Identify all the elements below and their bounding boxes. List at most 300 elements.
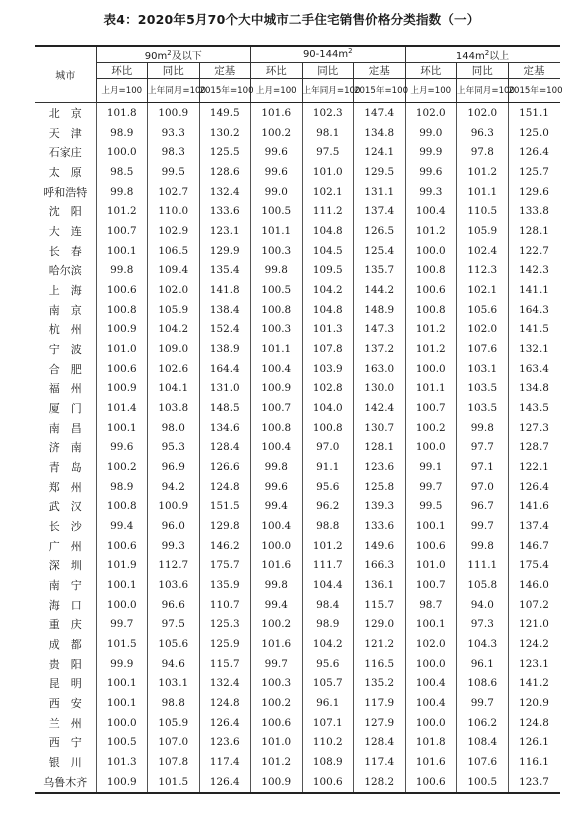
city-name: 大 连 <box>48 224 82 238</box>
index-value: 141.6 <box>508 496 560 516</box>
index-value: 96.1 <box>457 654 509 674</box>
index-value: 110.2 <box>302 733 354 753</box>
index-value: 142.3 <box>508 260 560 280</box>
base-mom: 上月=100 <box>96 79 148 103</box>
index-value: 99.7 <box>251 654 303 674</box>
index-value: 139.3 <box>354 496 406 516</box>
index-value: 101.5 <box>148 772 200 793</box>
index-value: 164.3 <box>508 300 560 320</box>
index-value: 99.0 <box>251 182 303 202</box>
index-value: 107.8 <box>302 339 354 359</box>
base-mom: 上月=100 <box>251 79 303 103</box>
index-value: 126.1 <box>508 733 560 753</box>
base-yoy: 上年同月=100 <box>302 79 354 103</box>
index-value: 103.1 <box>457 359 509 379</box>
city-name: 太 原 <box>48 165 82 179</box>
city-name: 合 肥 <box>48 362 82 376</box>
table-row <box>35 614 560 634</box>
index-value: 100.4 <box>405 673 457 693</box>
index-value: 100.0 <box>405 713 457 733</box>
index-value: 104.4 <box>302 575 354 595</box>
table-row <box>35 300 560 320</box>
index-value: 166.3 <box>354 555 406 575</box>
index-value: 100.2 <box>405 418 457 438</box>
index-value: 100.1 <box>96 575 148 595</box>
table-row <box>35 103 560 123</box>
index-value: 100.7 <box>405 575 457 595</box>
table-row <box>35 496 560 516</box>
index-value: 125.4 <box>354 241 406 261</box>
index-value: 133.6 <box>199 201 251 221</box>
subheader-yoy: 同比 <box>148 63 200 79</box>
index-value: 98.0 <box>148 418 200 438</box>
index-value: 100.8 <box>251 300 303 320</box>
table-row <box>35 772 560 793</box>
index-value: 133.8 <box>508 201 560 221</box>
index-value: 102.7 <box>148 182 200 202</box>
index-value: 99.7 <box>457 693 509 713</box>
index-value: 141.8 <box>199 280 251 300</box>
index-value: 99.0 <box>405 123 457 143</box>
index-value: 102.3 <box>302 103 354 123</box>
city-name: 成 都 <box>48 637 82 651</box>
index-value: 122.7 <box>508 241 560 261</box>
index-value: 97.0 <box>457 477 509 497</box>
city-name: 南 宁 <box>48 578 82 592</box>
index-value: 104.8 <box>302 300 354 320</box>
index-value: 115.7 <box>199 654 251 674</box>
table-row <box>35 260 560 280</box>
index-value: 100.4 <box>405 201 457 221</box>
index-value: 102.6 <box>148 359 200 379</box>
index-value: 99.6 <box>251 142 303 162</box>
index-value: 132.4 <box>199 673 251 693</box>
index-value: 135.7 <box>354 260 406 280</box>
index-value: 102.0 <box>148 280 200 300</box>
index-value: 99.8 <box>96 260 148 280</box>
index-value: 102.0 <box>405 634 457 654</box>
index-value: 102.9 <box>148 221 200 241</box>
index-value: 148.5 <box>199 398 251 418</box>
index-value: 101.6 <box>405 752 457 772</box>
index-value: 101.3 <box>96 752 148 772</box>
index-value: 121.2 <box>354 634 406 654</box>
index-value: 98.5 <box>96 162 148 182</box>
index-value: 125.9 <box>199 634 251 654</box>
index-value: 100.0 <box>405 654 457 674</box>
index-value: 101.6 <box>251 634 303 654</box>
index-value: 99.8 <box>251 457 303 477</box>
index-value: 100.9 <box>96 772 148 793</box>
index-value: 102.4 <box>457 241 509 261</box>
index-value: 100.0 <box>405 359 457 379</box>
index-value: 101.5 <box>96 634 148 654</box>
index-value: 127.3 <box>508 418 560 438</box>
index-value: 125.8 <box>354 477 406 497</box>
index-value: 110.5 <box>457 201 509 221</box>
index-value: 104.5 <box>302 241 354 261</box>
city-name: 西 安 <box>48 696 82 710</box>
index-value: 100.1 <box>405 516 457 536</box>
price-index-table <box>35 45 563 794</box>
table-row <box>35 516 560 536</box>
index-value: 135.2 <box>354 673 406 693</box>
index-value: 100.0 <box>96 142 148 162</box>
index-value: 100.8 <box>405 300 457 320</box>
index-value: 129.5 <box>354 162 406 182</box>
index-value: 107.6 <box>457 339 509 359</box>
subheader-mom: 环比 <box>96 63 148 79</box>
index-value: 105.9 <box>457 221 509 241</box>
index-value: 100.2 <box>96 457 148 477</box>
index-value: 120.9 <box>508 693 560 713</box>
index-value: 100.6 <box>302 772 354 793</box>
index-value: 105.7 <box>302 673 354 693</box>
index-value: 141.5 <box>508 319 560 339</box>
index-value: 100.2 <box>251 693 303 713</box>
index-value: 102.0 <box>405 103 457 123</box>
index-value: 100.0 <box>96 713 148 733</box>
index-value: 99.8 <box>251 260 303 280</box>
table-row <box>35 280 560 300</box>
index-value: 101.2 <box>457 162 509 182</box>
index-value: 102.1 <box>302 182 354 202</box>
table-row <box>35 654 560 674</box>
index-value: 99.7 <box>96 614 148 634</box>
city-name: 兰 州 <box>48 716 82 730</box>
index-value: 129.8 <box>199 516 251 536</box>
subheader-base: 定基 <box>354 63 406 79</box>
index-value: 112.7 <box>148 555 200 575</box>
table-row <box>35 182 560 202</box>
index-value: 151.5 <box>199 496 251 516</box>
index-value: 100.8 <box>302 418 354 438</box>
index-value: 104.1 <box>148 378 200 398</box>
index-value: 99.7 <box>405 477 457 497</box>
index-value: 128.1 <box>354 437 406 457</box>
index-value: 132.4 <box>199 182 251 202</box>
index-value: 112.3 <box>457 260 509 280</box>
index-value: 104.3 <box>457 634 509 654</box>
index-value: 99.8 <box>457 536 509 556</box>
index-value: 96.1 <box>302 693 354 713</box>
city-name: 深 圳 <box>48 559 82 573</box>
index-value: 99.6 <box>251 162 303 182</box>
index-value: 98.9 <box>96 477 148 497</box>
index-value: 146.7 <box>508 536 560 556</box>
index-value: 137.4 <box>508 516 560 536</box>
index-value: 109.0 <box>148 339 200 359</box>
index-value: 104.8 <box>302 221 354 241</box>
city-name: 贵 阳 <box>48 657 82 671</box>
city-name: 宁 波 <box>48 342 82 356</box>
index-value: 97.0 <box>302 437 354 457</box>
index-value: 123.6 <box>199 733 251 753</box>
subheader-base: 定基 <box>199 63 251 79</box>
index-value: 106.5 <box>148 241 200 261</box>
index-value: 99.8 <box>457 418 509 438</box>
index-value: 100.9 <box>148 103 200 123</box>
index-value: 96.6 <box>148 595 200 615</box>
city-name: 西 宁 <box>48 736 82 750</box>
index-value: 99.8 <box>96 182 148 202</box>
index-value: 126.4 <box>508 477 560 497</box>
index-value: 100.6 <box>405 772 457 793</box>
city-name: 乌鲁木齐 <box>35 772 96 793</box>
index-value: 101.6 <box>251 103 303 123</box>
index-value: 103.1 <box>148 673 200 693</box>
index-value: 110.0 <box>148 201 200 221</box>
city-name: 广 州 <box>48 539 82 553</box>
index-value: 102.8 <box>302 378 354 398</box>
table-row <box>35 673 560 693</box>
table-row <box>35 418 560 438</box>
index-value: 142.4 <box>354 398 406 418</box>
index-value: 99.9 <box>405 142 457 162</box>
index-value: 133.6 <box>354 516 406 536</box>
index-value: 100.1 <box>96 241 148 261</box>
index-value: 100.6 <box>96 359 148 379</box>
index-value: 100.6 <box>96 280 148 300</box>
index-value: 129.0 <box>354 614 406 634</box>
index-value: 175.4 <box>508 555 560 575</box>
index-value: 100.9 <box>148 496 200 516</box>
index-value: 130.2 <box>199 123 251 143</box>
index-value: 107.2 <box>508 595 560 615</box>
city-name: 北 京 <box>48 106 82 120</box>
index-value: 125.7 <box>508 162 560 182</box>
index-value: 163.4 <box>508 359 560 379</box>
index-value: 107.1 <box>302 713 354 733</box>
index-value: 141.2 <box>508 673 560 693</box>
index-value: 98.4 <box>302 595 354 615</box>
index-value: 99.6 <box>405 162 457 182</box>
city-name: 青 岛 <box>48 460 82 474</box>
index-value: 101.0 <box>251 733 303 753</box>
index-value: 135.4 <box>199 260 251 280</box>
index-value: 96.7 <box>457 496 509 516</box>
index-value: 99.7 <box>457 516 509 536</box>
index-value: 102.0 <box>457 319 509 339</box>
index-value: 100.7 <box>405 398 457 418</box>
index-value: 127.9 <box>354 713 406 733</box>
index-value: 134.8 <box>354 123 406 143</box>
index-value: 100.5 <box>457 772 509 793</box>
index-value: 126.4 <box>508 142 560 162</box>
index-value: 100.8 <box>96 496 148 516</box>
index-value: 103.9 <box>302 359 354 379</box>
city-name: 哈尔滨 <box>48 264 82 278</box>
index-value: 152.4 <box>199 319 251 339</box>
index-value: 98.9 <box>96 123 148 143</box>
index-value: 103.5 <box>457 378 509 398</box>
index-value: 98.8 <box>148 693 200 713</box>
index-value: 107.8 <box>148 752 200 772</box>
index-value: 101.1 <box>251 339 303 359</box>
base-2015: 2015年=100 <box>508 79 560 103</box>
index-value: 108.6 <box>457 673 509 693</box>
index-value: 98.9 <box>302 614 354 634</box>
index-value: 99.9 <box>96 654 148 674</box>
index-value: 101.0 <box>302 162 354 182</box>
city-name: 沈 阳 <box>48 205 82 219</box>
index-value: 105.9 <box>148 300 200 320</box>
index-value: 124.8 <box>508 713 560 733</box>
table-row <box>35 378 560 398</box>
index-value: 99.5 <box>148 162 200 182</box>
table-row <box>35 359 560 379</box>
index-value: 123.6 <box>354 457 406 477</box>
index-value: 108.4 <box>457 733 509 753</box>
base-yoy: 上年同月=100 <box>148 79 200 103</box>
city-name: 石家庄 <box>48 146 82 160</box>
index-value: 143.5 <box>508 398 560 418</box>
city-name: 上 海 <box>48 283 82 297</box>
index-value: 111.1 <box>457 555 509 575</box>
index-value: 101.8 <box>96 103 148 123</box>
city-name: 厦 门 <box>48 401 82 415</box>
index-value: 101.1 <box>405 378 457 398</box>
index-value: 131.0 <box>199 378 251 398</box>
index-value: 100.1 <box>405 614 457 634</box>
table-row <box>35 457 560 477</box>
index-value: 101.2 <box>251 752 303 772</box>
index-value: 99.1 <box>405 457 457 477</box>
index-value: 96.9 <box>148 457 200 477</box>
index-value: 146.2 <box>199 536 251 556</box>
index-value: 163.0 <box>354 359 406 379</box>
index-value: 128.7 <box>508 437 560 457</box>
table-row <box>35 733 560 753</box>
index-value: 109.5 <box>302 260 354 280</box>
index-value: 138.4 <box>199 300 251 320</box>
index-value: 106.2 <box>457 713 509 733</box>
subheader-yoy: 同比 <box>457 63 509 79</box>
index-value: 104.2 <box>302 280 354 300</box>
index-value: 97.1 <box>457 457 509 477</box>
city-column-header: 城市 <box>35 46 96 103</box>
index-value: 102.1 <box>457 280 509 300</box>
index-value: 99.5 <box>405 496 457 516</box>
city-name: 重 庆 <box>48 618 82 632</box>
index-value: 117.9 <box>354 693 406 713</box>
index-value: 148.9 <box>354 300 406 320</box>
table-row <box>35 693 560 713</box>
index-value: 100.7 <box>96 221 148 241</box>
index-value: 135.9 <box>199 575 251 595</box>
table-row <box>35 437 560 457</box>
index-value: 99.6 <box>96 437 148 457</box>
index-value: 100.0 <box>96 595 148 615</box>
index-value: 98.8 <box>302 516 354 536</box>
index-value: 128.2 <box>354 772 406 793</box>
index-value: 95.6 <box>302 477 354 497</box>
index-value: 101.2 <box>96 201 148 221</box>
index-value: 95.6 <box>302 654 354 674</box>
index-value: 146.0 <box>508 575 560 595</box>
index-value: 101.3 <box>302 319 354 339</box>
index-value: 100.8 <box>251 418 303 438</box>
index-value: 147.3 <box>354 319 406 339</box>
index-value: 128.6 <box>199 162 251 182</box>
index-value: 126.4 <box>199 772 251 793</box>
index-value: 101.8 <box>405 733 457 753</box>
index-value: 95.3 <box>148 437 200 457</box>
subheader-yoy: 同比 <box>302 63 354 79</box>
index-value: 91.1 <box>302 457 354 477</box>
index-value: 100.6 <box>96 536 148 556</box>
table-row <box>35 319 560 339</box>
index-value: 130.0 <box>354 378 406 398</box>
index-value: 126.6 <box>199 457 251 477</box>
index-value: 137.2 <box>354 339 406 359</box>
index-value: 100.1 <box>96 418 148 438</box>
table-row <box>35 221 560 241</box>
base-mom: 上月=100 <box>405 79 457 103</box>
index-value: 126.5 <box>354 221 406 241</box>
index-value: 100.3 <box>251 319 303 339</box>
index-value: 134.6 <box>199 418 251 438</box>
index-value: 101.1 <box>457 182 509 202</box>
table-title: 表4：2020年5月70个大中城市二手住宅销售价格分类指数（一） <box>103 12 480 27</box>
table-row <box>35 162 560 182</box>
city-name: 济 南 <box>48 441 82 455</box>
index-value: 99.6 <box>251 477 303 497</box>
index-value: 111.2 <box>302 201 354 221</box>
index-value: 99.4 <box>251 496 303 516</box>
index-value: 128.1 <box>508 221 560 241</box>
index-value: 100.5 <box>251 280 303 300</box>
index-value: 97.3 <box>457 614 509 634</box>
index-value: 116.1 <box>508 752 560 772</box>
city-name: 海 口 <box>48 598 82 612</box>
index-value: 101.0 <box>96 339 148 359</box>
index-value: 138.9 <box>199 339 251 359</box>
index-value: 110.7 <box>199 595 251 615</box>
index-value: 101.2 <box>405 319 457 339</box>
index-value: 98.3 <box>148 142 200 162</box>
subheader-mom: 环比 <box>405 63 457 79</box>
city-name: 长 沙 <box>48 519 82 533</box>
table-row <box>35 241 560 261</box>
index-value: 141.1 <box>508 280 560 300</box>
index-value: 128.4 <box>354 733 406 753</box>
index-value: 100.4 <box>251 437 303 457</box>
index-value: 132.1 <box>508 339 560 359</box>
index-value: 100.4 <box>251 359 303 379</box>
city-name: 天 津 <box>48 126 82 140</box>
index-value: 136.1 <box>354 575 406 595</box>
index-value: 98.7 <box>405 595 457 615</box>
index-value: 101.9 <box>96 555 148 575</box>
table-row <box>35 339 560 359</box>
index-value: 99.8 <box>251 575 303 595</box>
index-value: 100.0 <box>405 437 457 457</box>
table-row <box>35 398 560 418</box>
index-value: 125.5 <box>199 142 251 162</box>
index-value: 100.3 <box>251 241 303 261</box>
index-value: 100.6 <box>405 280 457 300</box>
index-value: 123.7 <box>508 772 560 793</box>
index-value: 105.9 <box>148 713 200 733</box>
table-row <box>35 123 560 143</box>
index-value: 104.0 <box>302 398 354 418</box>
index-value: 96.0 <box>148 516 200 536</box>
index-value: 103.6 <box>148 575 200 595</box>
index-value: 100.3 <box>251 673 303 693</box>
index-value: 116.5 <box>354 654 406 674</box>
index-value: 100.4 <box>405 693 457 713</box>
